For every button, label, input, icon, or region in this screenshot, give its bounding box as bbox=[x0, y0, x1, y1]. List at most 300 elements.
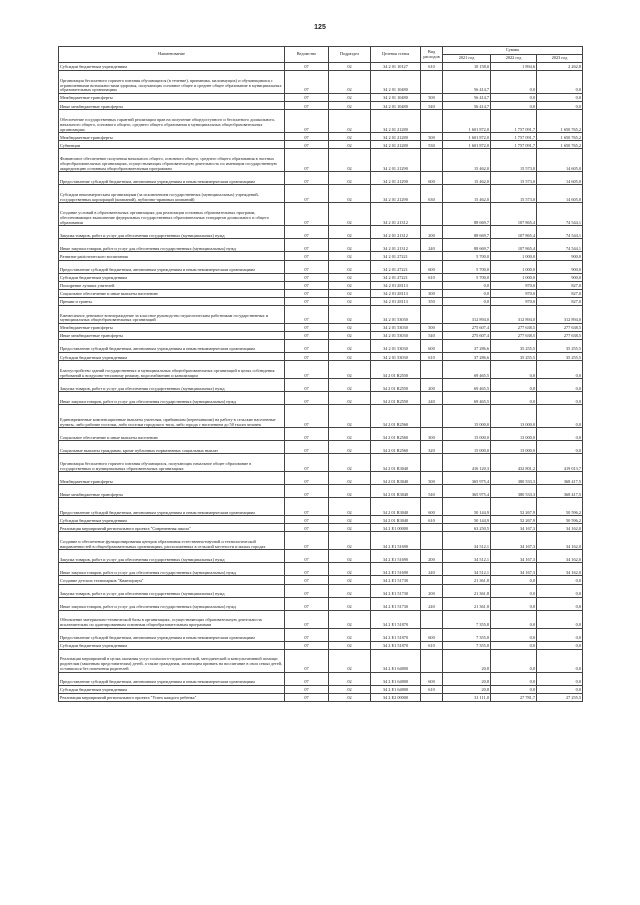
row-sum-2021: 0,0 bbox=[443, 281, 491, 289]
row-section: 02 bbox=[329, 281, 371, 289]
row-target: 34 2 01 R2550 bbox=[371, 361, 421, 379]
table-row bbox=[59, 584, 583, 597]
table-row bbox=[59, 392, 583, 405]
row-target: 34 2 01 21290 bbox=[371, 185, 421, 203]
row-department: 07 bbox=[285, 610, 329, 628]
row-name: Иные закупки товаров, работ и услуг для обеспечения государственных (муниципальных) нужд bbox=[59, 597, 285, 610]
table-row bbox=[59, 273, 583, 281]
row-name: Субсидии бюджетным учреждениям bbox=[59, 685, 285, 693]
row-section: 02 bbox=[329, 454, 371, 472]
row-target: 34 2 E1 51730 bbox=[371, 576, 421, 584]
row-sum-2021: 15 462,0 bbox=[443, 172, 491, 185]
table-row bbox=[59, 693, 583, 701]
row-target: 34 2 E1 51870 bbox=[371, 610, 421, 628]
table-row bbox=[59, 405, 583, 428]
row-target: 34 2 01 27221 bbox=[371, 273, 421, 281]
row-sum-2022: 0,0 bbox=[491, 685, 537, 693]
row-expense-type: 540 bbox=[421, 102, 443, 110]
row-expense-type bbox=[421, 576, 443, 584]
row-sum-2021: 34 512,1 bbox=[443, 563, 491, 576]
row-name: Развитие patriотического воспитания bbox=[59, 252, 285, 260]
row-sum-2023: 0,0 bbox=[537, 102, 583, 110]
row-target: 34 2 01 10127 bbox=[371, 63, 421, 71]
row-expense-type: 240 bbox=[421, 392, 443, 405]
row-department: 07 bbox=[285, 297, 329, 305]
row-name: Организация бесплатного горячего питания обучающихся (в течение), приемника, малоимущих) и обучающимися с ограниченными возможностями здоровья, получающих основное общее и среднее общее образование в муниципальных образовательных организациях bbox=[59, 71, 285, 94]
row-name: Межбюджетные трансферты bbox=[59, 133, 285, 141]
row-section: 02 bbox=[329, 71, 371, 94]
row-department: 07 bbox=[285, 454, 329, 472]
table-row bbox=[59, 172, 583, 185]
row-sum-2023: 35 255,5 bbox=[537, 340, 583, 353]
table-header bbox=[59, 47, 583, 63]
row-section: 02 bbox=[329, 628, 371, 641]
row-sum-2021: 21 361,8 bbox=[443, 576, 491, 584]
row-section: 02 bbox=[329, 563, 371, 576]
row-expense-type: 610 bbox=[421, 273, 443, 281]
row-sum-2021: 7 355,8 bbox=[443, 641, 491, 649]
row-sum-2021: 50 144,9 bbox=[443, 516, 491, 524]
table-row bbox=[59, 297, 583, 305]
row-sum-2022: 1 000,0 bbox=[491, 273, 537, 281]
row-sum-2021: 5 700,0 bbox=[443, 273, 491, 281]
row-department: 07 bbox=[285, 71, 329, 94]
row-sum-2022: 35 255,5 bbox=[491, 353, 537, 361]
row-sum-2023: 0,0 bbox=[537, 576, 583, 584]
row-name: Субсидии бюджетным учреждениям bbox=[59, 63, 285, 71]
table-row bbox=[59, 649, 583, 672]
table-body bbox=[59, 63, 583, 702]
row-name: Субсидии некоммерческим организациям (за исключением государственных (муниципальных) учреждений, государственных корпораций (компаний), публично-правовых компаний) bbox=[59, 185, 285, 203]
header-name: Наименование bbox=[59, 47, 285, 63]
row-sum-2021: 88 669,7 bbox=[443, 203, 491, 226]
row-sum-2022: 13 000,0 bbox=[491, 405, 537, 428]
row-section: 02 bbox=[329, 353, 371, 361]
row-sum-2022: 380 533,3 bbox=[491, 472, 537, 485]
row-name: Закупка товаров, работ и услуг для обеспечения государственных (муниципальных) нужд bbox=[59, 226, 285, 239]
row-section: 02 bbox=[329, 172, 371, 185]
row-sum-2022: 0,0 bbox=[491, 379, 537, 392]
row-sum-2023: 1 650 765,2 bbox=[537, 133, 583, 141]
row-name: Обновление материально-технической базы в организациях, осуществляющих образовательную деятельность исключительно по адаптированным основным общеобразовательным программам bbox=[59, 610, 285, 628]
row-section: 02 bbox=[329, 485, 371, 498]
row-name: Предоставление субсидий бюджетным, автономным учреждениям и иным некоммерческим организациям bbox=[59, 172, 285, 185]
row-section: 02 bbox=[329, 226, 371, 239]
row-section: 02 bbox=[329, 323, 371, 331]
row-section: 02 bbox=[329, 379, 371, 392]
row-sum-2022: 0,0 bbox=[491, 576, 537, 584]
row-sum-2021: 15 462,0 bbox=[443, 185, 491, 203]
row-target: 34 2 01 R3040 bbox=[371, 485, 421, 498]
row-section: 02 bbox=[329, 472, 371, 485]
row-target: 34 2 01 21312 bbox=[371, 203, 421, 226]
row-department: 07 bbox=[285, 149, 329, 172]
row-section: 02 bbox=[329, 305, 371, 323]
row-department: 07 bbox=[285, 532, 329, 550]
row-target: 34 2 E1 51870 bbox=[371, 641, 421, 649]
row-sum-2022: 1 894,6 bbox=[491, 63, 537, 71]
row-sum-2023: 34 162,0 bbox=[537, 563, 583, 576]
table-row bbox=[59, 203, 583, 226]
row-sum-2022: 34 167,3 bbox=[491, 524, 537, 532]
row-section: 02 bbox=[329, 239, 371, 252]
table-row bbox=[59, 610, 583, 628]
row-sum-2022: 13 000,0 bbox=[491, 428, 537, 441]
row-department: 07 bbox=[285, 332, 329, 340]
row-expense-type: 300 bbox=[421, 428, 443, 441]
row-sum-2022: 0,0 bbox=[491, 392, 537, 405]
table-row bbox=[59, 641, 583, 649]
row-expense-type: 610 bbox=[421, 516, 443, 524]
row-target: 34 2 01 R2560 bbox=[371, 441, 421, 454]
row-target: 34 2 01 R3040 bbox=[371, 516, 421, 524]
row-target: 34 2 01 R3040 bbox=[371, 472, 421, 485]
budget-table-container bbox=[58, 46, 582, 702]
row-sum-2023: 0,0 bbox=[537, 441, 583, 454]
row-sum-2022: 312 894,0 bbox=[491, 305, 537, 323]
row-sum-2023: 900,0 bbox=[537, 252, 583, 260]
table-row bbox=[59, 149, 583, 172]
row-sum-2022: 0,0 bbox=[491, 641, 537, 649]
row-section: 02 bbox=[329, 340, 371, 353]
row-target: 34 2 01 28113 bbox=[371, 297, 421, 305]
row-sum-2021: 88 669,7 bbox=[443, 226, 491, 239]
row-target: 34 2 01 53030 bbox=[371, 353, 421, 361]
row-sum-2022: 34 167,3 bbox=[491, 532, 537, 550]
row-sum-2023: 312 894,0 bbox=[537, 305, 583, 323]
row-expense-type bbox=[421, 281, 443, 289]
row-expense-type: 200 bbox=[421, 379, 443, 392]
row-sum-2021: 20,8 bbox=[443, 649, 491, 672]
row-section: 02 bbox=[329, 102, 371, 110]
row-sum-2022: 0,0 bbox=[491, 672, 537, 685]
row-sum-2023: 0,0 bbox=[537, 361, 583, 379]
table-row bbox=[59, 685, 583, 693]
row-sum-2021: 15 000,0 bbox=[443, 441, 491, 454]
row-sum-2022: 15 573,0 bbox=[491, 185, 537, 203]
row-sum-2023: 14 605,0 bbox=[537, 149, 583, 172]
row-department: 07 bbox=[285, 392, 329, 405]
row-sum-2021: 7 355,8 bbox=[443, 628, 491, 641]
row-sum-2023: 0,0 bbox=[537, 685, 583, 693]
row-sum-2021: 56 414,7 bbox=[443, 71, 491, 94]
row-target: 34 2 E2 00000 bbox=[371, 693, 421, 701]
row-sum-2023: 827,0 bbox=[537, 289, 583, 297]
row-sum-2021: 34 512,1 bbox=[443, 532, 491, 550]
table-row bbox=[59, 305, 583, 323]
row-sum-2021: 1 601 872,0 bbox=[443, 110, 491, 133]
table-row bbox=[59, 441, 583, 454]
row-sum-2022: 107 865,4 bbox=[491, 203, 537, 226]
table-row bbox=[59, 379, 583, 392]
table-row bbox=[59, 102, 583, 110]
row-department: 07 bbox=[285, 628, 329, 641]
row-department: 07 bbox=[285, 563, 329, 576]
table-row bbox=[59, 516, 583, 524]
row-sum-2021: 21 361,8 bbox=[443, 584, 491, 597]
row-target: 34 2 01 R2550 bbox=[371, 392, 421, 405]
row-department: 07 bbox=[285, 281, 329, 289]
row-target: 34 2 01 21290 bbox=[371, 172, 421, 185]
row-department: 07 bbox=[285, 203, 329, 226]
row-department: 07 bbox=[285, 133, 329, 141]
row-target: 34 2 01 21312 bbox=[371, 239, 421, 252]
row-sum-2021: 5 700,0 bbox=[443, 252, 491, 260]
row-sum-2023: 35 255,5 bbox=[537, 353, 583, 361]
row-department: 07 bbox=[285, 361, 329, 379]
row-sum-2022: 277 638,5 bbox=[491, 323, 537, 331]
row-sum-2021: 365 975,4 bbox=[443, 472, 491, 485]
header-department: Ведомство bbox=[285, 47, 329, 63]
row-department: 07 bbox=[285, 428, 329, 441]
row-department: 07 bbox=[285, 260, 329, 273]
row-sum-2022: 1 000,0 bbox=[491, 260, 537, 273]
row-department: 07 bbox=[285, 672, 329, 685]
table-row bbox=[59, 472, 583, 485]
row-sum-2022: 15 573,0 bbox=[491, 149, 537, 172]
row-name: Межбюджетные трансферты bbox=[59, 472, 285, 485]
row-name: Социальное обеспечение и иные выплаты населению bbox=[59, 289, 285, 297]
row-sum-2022: 13 000,0 bbox=[491, 441, 537, 454]
row-section: 02 bbox=[329, 441, 371, 454]
row-expense-type: 500 bbox=[421, 94, 443, 102]
row-name: Закупка товаров, работ и услуг для обеспечения государственных (муниципальных) нужд bbox=[59, 584, 285, 597]
row-sum-2022: 107 865,4 bbox=[491, 226, 537, 239]
row-department: 07 bbox=[285, 441, 329, 454]
row-target: 34 2 01 10480 bbox=[371, 102, 421, 110]
row-expense-type bbox=[421, 203, 443, 226]
row-sum-2023: 827,0 bbox=[537, 297, 583, 305]
header-year-2022: 2022 год bbox=[491, 55, 537, 63]
row-name: Межбюджетные трансферты bbox=[59, 94, 285, 102]
row-sum-2022: 15 573,0 bbox=[491, 172, 537, 185]
row-target: 34 2 01 21280 bbox=[371, 141, 421, 149]
row-sum-2022: 27 781,7 bbox=[491, 693, 537, 701]
row-sum-2023: 14 605,0 bbox=[537, 185, 583, 203]
row-expense-type bbox=[421, 405, 443, 428]
row-sum-2022: 432 801,2 bbox=[491, 454, 537, 472]
row-sum-2022: 380 533,3 bbox=[491, 485, 537, 498]
row-name: Субвенции bbox=[59, 141, 285, 149]
table-row bbox=[59, 532, 583, 550]
row-section: 02 bbox=[329, 550, 371, 563]
row-expense-type bbox=[421, 110, 443, 133]
row-target: 34 2 01 27221 bbox=[371, 260, 421, 273]
row-section: 02 bbox=[329, 297, 371, 305]
row-department: 07 bbox=[285, 516, 329, 524]
row-department: 07 bbox=[285, 641, 329, 649]
table-row bbox=[59, 454, 583, 472]
row-target: 34 2 01 28113 bbox=[371, 289, 421, 297]
row-sum-2021: 1 601 872,0 bbox=[443, 141, 491, 149]
row-name: Иные закупки товаров, работ и услуг для обеспечения государственных (муниципальных) нужд bbox=[59, 239, 285, 252]
row-section: 02 bbox=[329, 63, 371, 71]
row-sum-2021: 37 286,6 bbox=[443, 353, 491, 361]
row-sum-2021: 0,0 bbox=[443, 297, 491, 305]
row-section: 02 bbox=[329, 576, 371, 584]
row-name: Социальное обеспечение и иные выплаты населению bbox=[59, 428, 285, 441]
row-name: Реализация мероприятий в целях оказания услуг психолого-педагогической, методической и консультативной помощи родителям (законным представителям) детей, а также гражданам, желающим принять на воспитание в свои семьи детей, оставшихся без попечения родителей bbox=[59, 649, 285, 672]
row-sum-2021: 312 894,0 bbox=[443, 305, 491, 323]
row-sum-2023: 14 605,0 bbox=[537, 172, 583, 185]
row-expense-type: 540 bbox=[421, 332, 443, 340]
row-expense-type: 240 bbox=[421, 563, 443, 576]
row-sum-2021: 20,8 bbox=[443, 685, 491, 693]
row-department: 07 bbox=[285, 305, 329, 323]
row-department: 07 bbox=[285, 273, 329, 281]
row-expense-type: 600 bbox=[421, 260, 443, 273]
row-target: 34 2 01 R2550 bbox=[371, 379, 421, 392]
table-row bbox=[59, 323, 583, 331]
row-sum-2023: 50 596,2 bbox=[537, 516, 583, 524]
row-department: 07 bbox=[285, 576, 329, 584]
row-sum-2023: 277 638,5 bbox=[537, 332, 583, 340]
header-year-2023: 2023 год bbox=[537, 55, 583, 63]
row-expense-type bbox=[421, 610, 443, 628]
row-sum-2021: 31 111,0 bbox=[443, 693, 491, 701]
row-name: Реализация мероприятий регионального проекта "Современная школа" bbox=[59, 524, 285, 532]
row-sum-2022: 1 757 091,7 bbox=[491, 133, 537, 141]
row-sum-2023: 0,0 bbox=[537, 641, 583, 649]
row-name: Создание и обеспечение функционирования центров образования естественно-научной и технологической направленностей в общеобразовательных организациях, расположенных в сельской местности и малых городах bbox=[59, 532, 285, 550]
row-target: 34 2 01 10480 bbox=[371, 71, 421, 94]
row-name: Субсидии бюджетным учреждениям bbox=[59, 516, 285, 524]
row-name: Ежемесячное денежное вознаграждение за классное руководство педагогическим работникам государственных и муниципальных общеобразовательных организаций bbox=[59, 305, 285, 323]
row-expense-type: 610 bbox=[421, 63, 443, 71]
row-expense-type bbox=[421, 361, 443, 379]
table-row bbox=[59, 141, 583, 149]
row-sum-2021: 275 607,4 bbox=[443, 332, 491, 340]
row-sum-2023: 74 544,1 bbox=[537, 203, 583, 226]
row-sum-2022: 0,0 bbox=[491, 94, 537, 102]
row-name: Субсидии бюджетным учреждениям bbox=[59, 273, 285, 281]
row-target: 34 2 01 R2560 bbox=[371, 405, 421, 428]
row-expense-type: 320 bbox=[421, 441, 443, 454]
row-section: 02 bbox=[329, 584, 371, 597]
row-target: 34 2 01 27221 bbox=[371, 252, 421, 260]
row-sum-2021: 10 158,0 bbox=[443, 63, 491, 71]
row-expense-type bbox=[421, 693, 443, 701]
row-target: 34 2 01 53030 bbox=[371, 340, 421, 353]
row-name: Закупка товаров, работ и услуг для обеспечения государственных (муниципальных) нужд bbox=[59, 550, 285, 563]
row-sum-2022: 870,0 bbox=[491, 297, 537, 305]
row-sum-2022: 0,0 bbox=[491, 597, 537, 610]
row-sum-2023: 900,0 bbox=[537, 260, 583, 273]
row-section: 02 bbox=[329, 260, 371, 273]
row-sum-2023: 50 596,2 bbox=[537, 498, 583, 516]
row-sum-2022: 277 638,5 bbox=[491, 332, 537, 340]
row-sum-2022: 870,0 bbox=[491, 281, 537, 289]
row-expense-type bbox=[421, 454, 443, 472]
row-target: 34 2 01 53030 bbox=[371, 323, 421, 331]
row-name: Межбюджетные трансферты bbox=[59, 323, 285, 331]
row-expense-type: 600 bbox=[421, 498, 443, 516]
row-sum-2021: 21 361,8 bbox=[443, 597, 491, 610]
row-section: 02 bbox=[329, 532, 371, 550]
row-sum-2023: 0,0 bbox=[537, 672, 583, 685]
table-row bbox=[59, 71, 583, 94]
row-expense-type bbox=[421, 149, 443, 172]
row-target: 34 2 01 21280 bbox=[371, 133, 421, 141]
row-target: 34 2 E1 51690 bbox=[371, 532, 421, 550]
table-row bbox=[59, 672, 583, 685]
row-sum-2021: 37 286,6 bbox=[443, 340, 491, 353]
row-target: 34 2 E1 00000 bbox=[371, 524, 421, 532]
row-sum-2023: 827,0 bbox=[537, 281, 583, 289]
row-sum-2021: 56 414,7 bbox=[443, 94, 491, 102]
header-year-2021: 2021 год bbox=[443, 55, 491, 63]
row-department: 07 bbox=[285, 379, 329, 392]
row-sum-2023: 0,0 bbox=[537, 649, 583, 672]
row-expense-type bbox=[421, 649, 443, 672]
row-section: 02 bbox=[329, 428, 371, 441]
row-sum-2023: 0,0 bbox=[537, 597, 583, 610]
table-row bbox=[59, 94, 583, 102]
row-name: Социальные выплаты гражданам, кроме публичных нормативных социальных выплат bbox=[59, 441, 285, 454]
table-row bbox=[59, 563, 583, 576]
row-department: 07 bbox=[285, 597, 329, 610]
row-name: Иные межбюджетные трансферты bbox=[59, 332, 285, 340]
row-target: 34 2 01 53030 bbox=[371, 305, 421, 323]
row-target: 34 2 01 R2560 bbox=[371, 428, 421, 441]
row-sum-2021: 15 462,0 bbox=[443, 149, 491, 172]
row-sum-2023: 900,0 bbox=[537, 273, 583, 281]
row-sum-2023: 74 544,1 bbox=[537, 239, 583, 252]
row-department: 07 bbox=[285, 353, 329, 361]
row-sum-2022: 107 865,4 bbox=[491, 239, 537, 252]
row-name: Благоустройство зданий государственных и муниципальных общеобразовательных организаций в целях соблюдения требований к воздушно-тепловому режиму, водоснабжению и канализации bbox=[59, 361, 285, 379]
row-name: Предоставление субсидий бюджетным, автономным учреждениям и иным некоммерческим организациям bbox=[59, 260, 285, 273]
row-sum-2022: 0,0 bbox=[491, 102, 537, 110]
row-section: 02 bbox=[329, 133, 371, 141]
row-expense-type: 610 bbox=[421, 641, 443, 649]
row-department: 07 bbox=[285, 485, 329, 498]
row-department: 07 bbox=[285, 584, 329, 597]
row-section: 02 bbox=[329, 597, 371, 610]
row-section: 02 bbox=[329, 392, 371, 405]
header-expense-type: Вид расходов bbox=[421, 47, 443, 63]
row-target: 34 2 E1 51730 bbox=[371, 584, 421, 597]
row-expense-type: 630 bbox=[421, 185, 443, 203]
row-expense-type: 600 bbox=[421, 340, 443, 353]
row-sum-2022: 0,0 bbox=[491, 584, 537, 597]
row-section: 02 bbox=[329, 685, 371, 693]
row-sum-2022: 0,0 bbox=[491, 628, 537, 641]
row-sum-2023: 0,0 bbox=[537, 405, 583, 428]
row-sum-2022: 1 000,0 bbox=[491, 252, 537, 260]
table-row bbox=[59, 485, 583, 498]
row-sum-2023: 277 638,5 bbox=[537, 323, 583, 331]
row-sum-2023: 0,0 bbox=[537, 628, 583, 641]
table-row bbox=[59, 428, 583, 441]
row-sum-2023: 0,0 bbox=[537, 71, 583, 94]
table-row bbox=[59, 628, 583, 641]
row-target: 34 2 01 53030 bbox=[371, 332, 421, 340]
table-row bbox=[59, 361, 583, 379]
row-expense-type: 200 bbox=[421, 584, 443, 597]
row-department: 07 bbox=[285, 63, 329, 71]
row-section: 02 bbox=[329, 185, 371, 203]
row-sum-2023: 0,0 bbox=[537, 584, 583, 597]
row-target: 34 2 E1 51690 bbox=[371, 550, 421, 563]
table-row bbox=[59, 524, 583, 532]
row-name: Обеспечение государственных гарантий реализации прав на получение общедоступного и бесплатного дошкольного, начального общего, основного общего, среднего общего образования в муниципальных общеобразовательных организациях bbox=[59, 110, 285, 133]
row-expense-type: 600 bbox=[421, 628, 443, 641]
row-sum-2021: 1 601 872,0 bbox=[443, 133, 491, 141]
row-name: Иные межбюджетные трансферты bbox=[59, 485, 285, 498]
row-target: 34 2 E1 64800 bbox=[371, 672, 421, 685]
row-name: Организация бесплатного горячего питания обучающихся, получающих начальное общее образование в государственных и муниципальных образовательных организациях bbox=[59, 454, 285, 472]
